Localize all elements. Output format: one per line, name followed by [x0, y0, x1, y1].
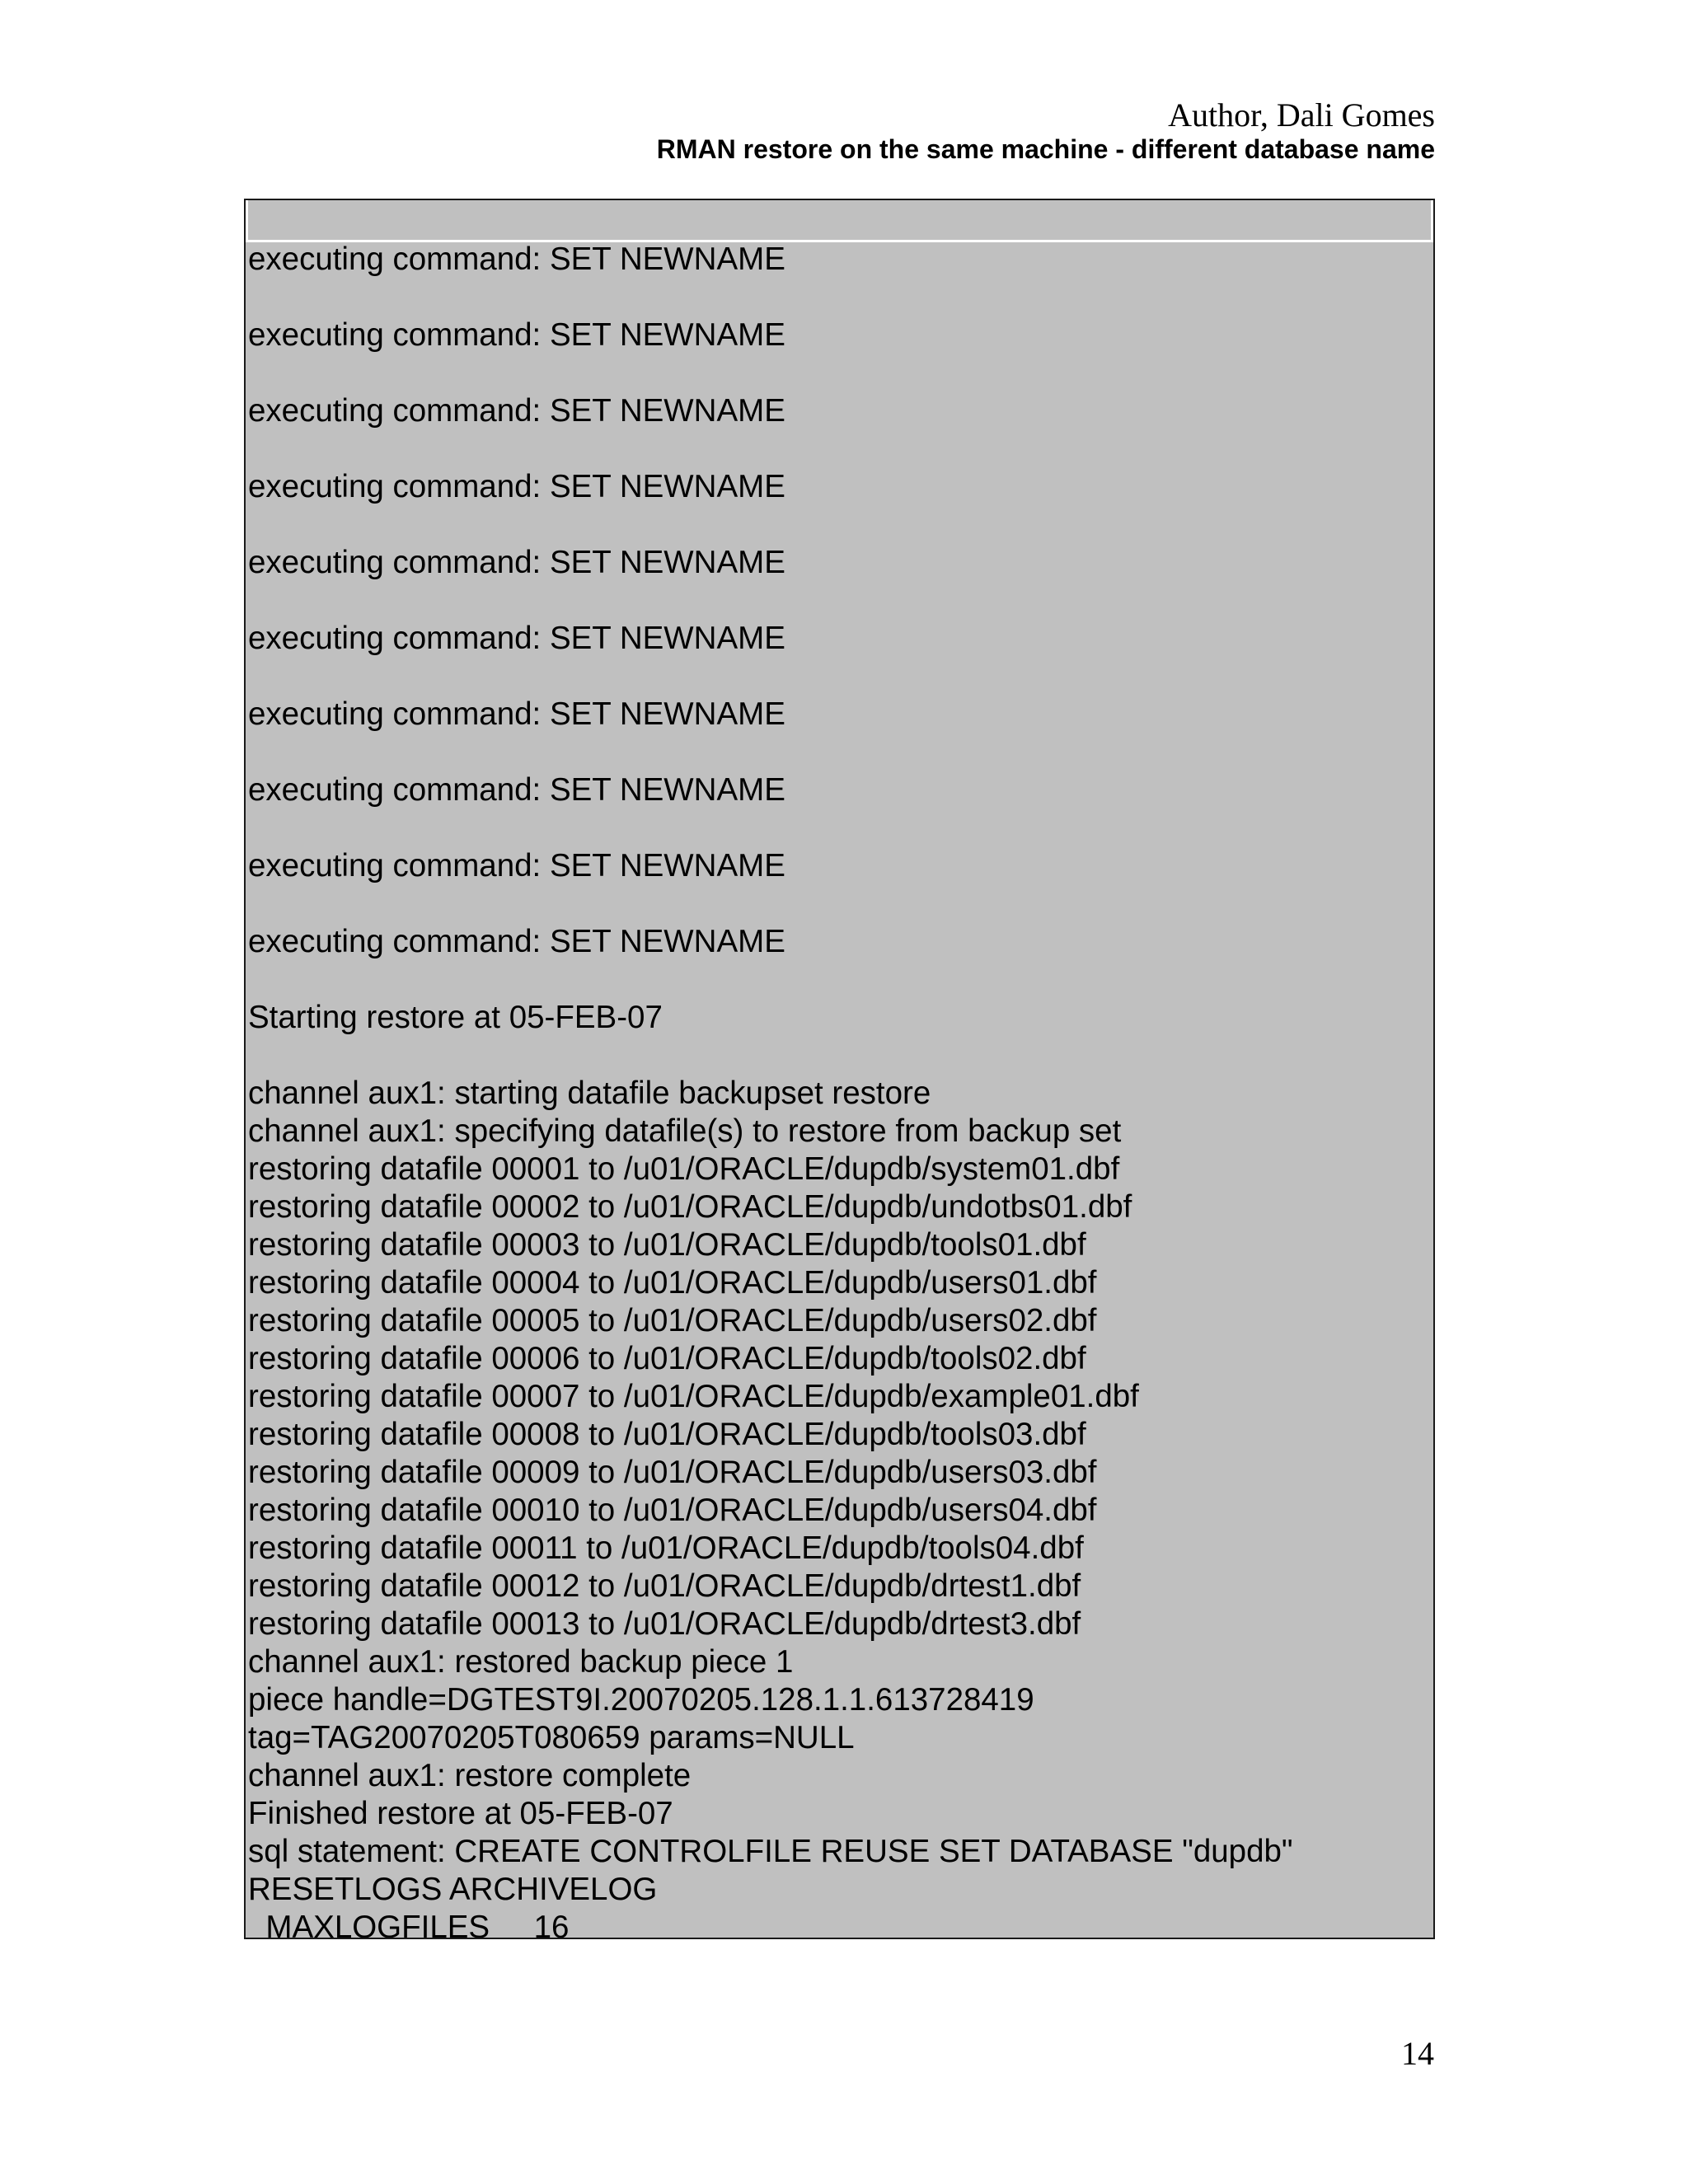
code-line: tag=TAG20070205T080659 params=NULL [248, 1720, 855, 1755]
code-line: executing command: SET NEWNAME [248, 469, 785, 504]
code-line: restoring datafile 00003 to /u01/ORACLE/dupdb/tools01.dbf [248, 1227, 1086, 1263]
code-line: restoring datafile 00005 to /u01/ORACLE/dupdb/users02.dbf [248, 1303, 1097, 1338]
code-line: executing command: SET NEWNAME [248, 696, 785, 732]
code-line: channel aux1: starting datafile backupset restore [248, 1076, 931, 1111]
code-line: MAXLOGFILES 16 [248, 1910, 570, 1939]
code-line: executing command: SET NEWNAME [248, 621, 785, 656]
code-line: executing command: SET NEWNAME [248, 393, 785, 429]
code-line: channel aux1: restore complete [248, 1758, 692, 1793]
code-line: restoring datafile 00006 to /u01/ORACLE/dupdb/tools02.dbf [248, 1341, 1086, 1376]
page-number: 14 [1401, 2035, 1434, 2072]
code-output-box [244, 199, 1435, 1939]
code-line: piece handle=DGTEST9I.20070205.128.1.1.613728419 [248, 1682, 1034, 1718]
code-line: restoring datafile 00008 to /u01/ORACLE/dupdb/tools03.dbf [248, 1417, 1086, 1452]
code-line: restoring datafile 00011 to /u01/ORACLE/dupdb/tools04.dbf [248, 1530, 1084, 1566]
code-box-top-bevel [246, 200, 1433, 242]
code-line: RESETLOGS ARCHIVELOG [248, 1872, 658, 1907]
code-lines [248, 241, 1433, 1939]
code-line: channel aux1: restored backup piece 1 [248, 1644, 794, 1680]
code-line: executing command: SET NEWNAME [248, 241, 785, 277]
code-line: executing command: SET NEWNAME [248, 924, 785, 959]
code-line: restoring datafile 00002 to /u01/ORACLE/dupdb/undotbs01.dbf [248, 1189, 1132, 1225]
code-line: Finished restore at 05-FEB-07 [248, 1796, 673, 1831]
code-line: restoring datafile 00013 to /u01/ORACLE/dupdb/drtest3.dbf [248, 1606, 1081, 1642]
code-line: restoring datafile 00004 to /u01/ORACLE/dupdb/users01.dbf [248, 1265, 1097, 1301]
code-line: executing command: SET NEWNAME [248, 772, 785, 808]
code-line: restoring datafile 00010 to /u01/ORACLE/dupdb/users04.dbf [248, 1493, 1097, 1528]
code-line: restoring datafile 00012 to /u01/ORACLE/dupdb/drtest1.dbf [248, 1568, 1081, 1604]
code-line: restoring datafile 00009 to /u01/ORACLE/dupdb/users03.dbf [248, 1455, 1097, 1490]
code-line: Starting restore at 05-FEB-07 [248, 1000, 663, 1035]
code-line: executing command: SET NEWNAME [248, 317, 785, 353]
code-line: executing command: SET NEWNAME [248, 848, 785, 883]
header-author: Author, Dali Gomes [1168, 96, 1435, 134]
code-box-bevel-left [246, 200, 248, 240]
header-title: RMAN restore on the same machine - different database name [656, 134, 1435, 164]
code-box-bevel-right [1431, 200, 1433, 240]
code-line: channel aux1: specifying datafile(s) to restore from backup set [248, 1113, 1122, 1149]
code-line: restoring datafile 00007 to /u01/ORACLE/dupdb/example01.dbf [248, 1379, 1139, 1414]
code-line: restoring datafile 00001 to /u01/ORACLE/dupdb/system01.dbf [248, 1151, 1120, 1187]
code-line: executing command: SET NEWNAME [248, 545, 785, 580]
code-line: sql statement: CREATE CONTROLFILE REUSE SET DATABASE "dupdb" [248, 1834, 1293, 1869]
